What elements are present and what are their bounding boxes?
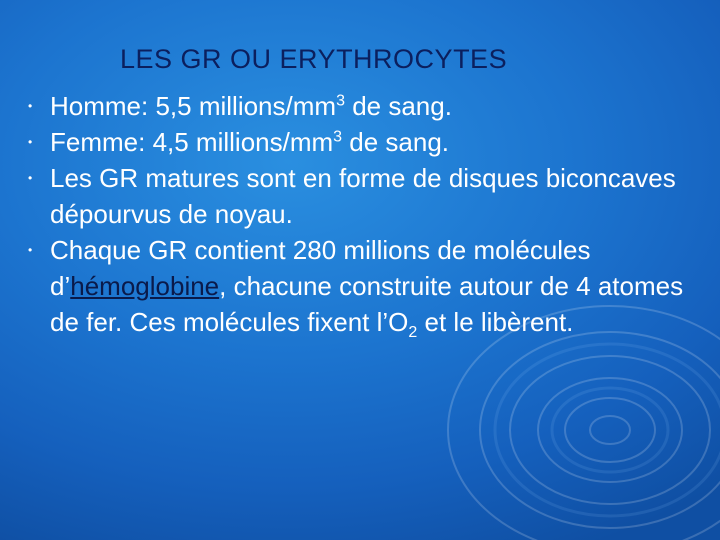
bullet-text: , chacune construite autour de 4 atomes de fer. Ces molécules fixent l’O bbox=[50, 271, 684, 337]
hemoglobine-link[interactable]: hémoglobine bbox=[70, 271, 220, 301]
list-item bbox=[0, 124, 700, 160]
bullet-icon: • bbox=[28, 171, 33, 185]
slide-title: LES GR OU ERYTHROCYTES bbox=[120, 44, 508, 74]
bullet-icon: • bbox=[28, 99, 33, 113]
list-item bbox=[0, 232, 700, 340]
bullet-text: Les GR matures sont en forme de disques biconcaves dépourvus de noyau. bbox=[50, 163, 676, 229]
bullet-text: Chaque GR contient 280 millions de molécules d’ bbox=[50, 235, 591, 301]
superscript: 3 bbox=[333, 128, 343, 146]
bullet-icon: • bbox=[28, 135, 33, 149]
list-item bbox=[0, 88, 700, 124]
subscript: 2 bbox=[408, 324, 418, 342]
superscript: 3 bbox=[336, 92, 345, 110]
bullet-text: de sang. bbox=[344, 91, 452, 121]
bullet-text: Homme: 5,5 millions/mm bbox=[50, 91, 337, 121]
bullet-list bbox=[0, 88, 700, 340]
list-item bbox=[0, 160, 700, 232]
bullet-text: de sang. bbox=[342, 127, 450, 157]
bullet-text: et le libèrent. bbox=[417, 307, 574, 337]
bullet-icon: • bbox=[28, 243, 33, 257]
bullet-text: Femme: 4,5 millions/mm bbox=[50, 127, 334, 157]
